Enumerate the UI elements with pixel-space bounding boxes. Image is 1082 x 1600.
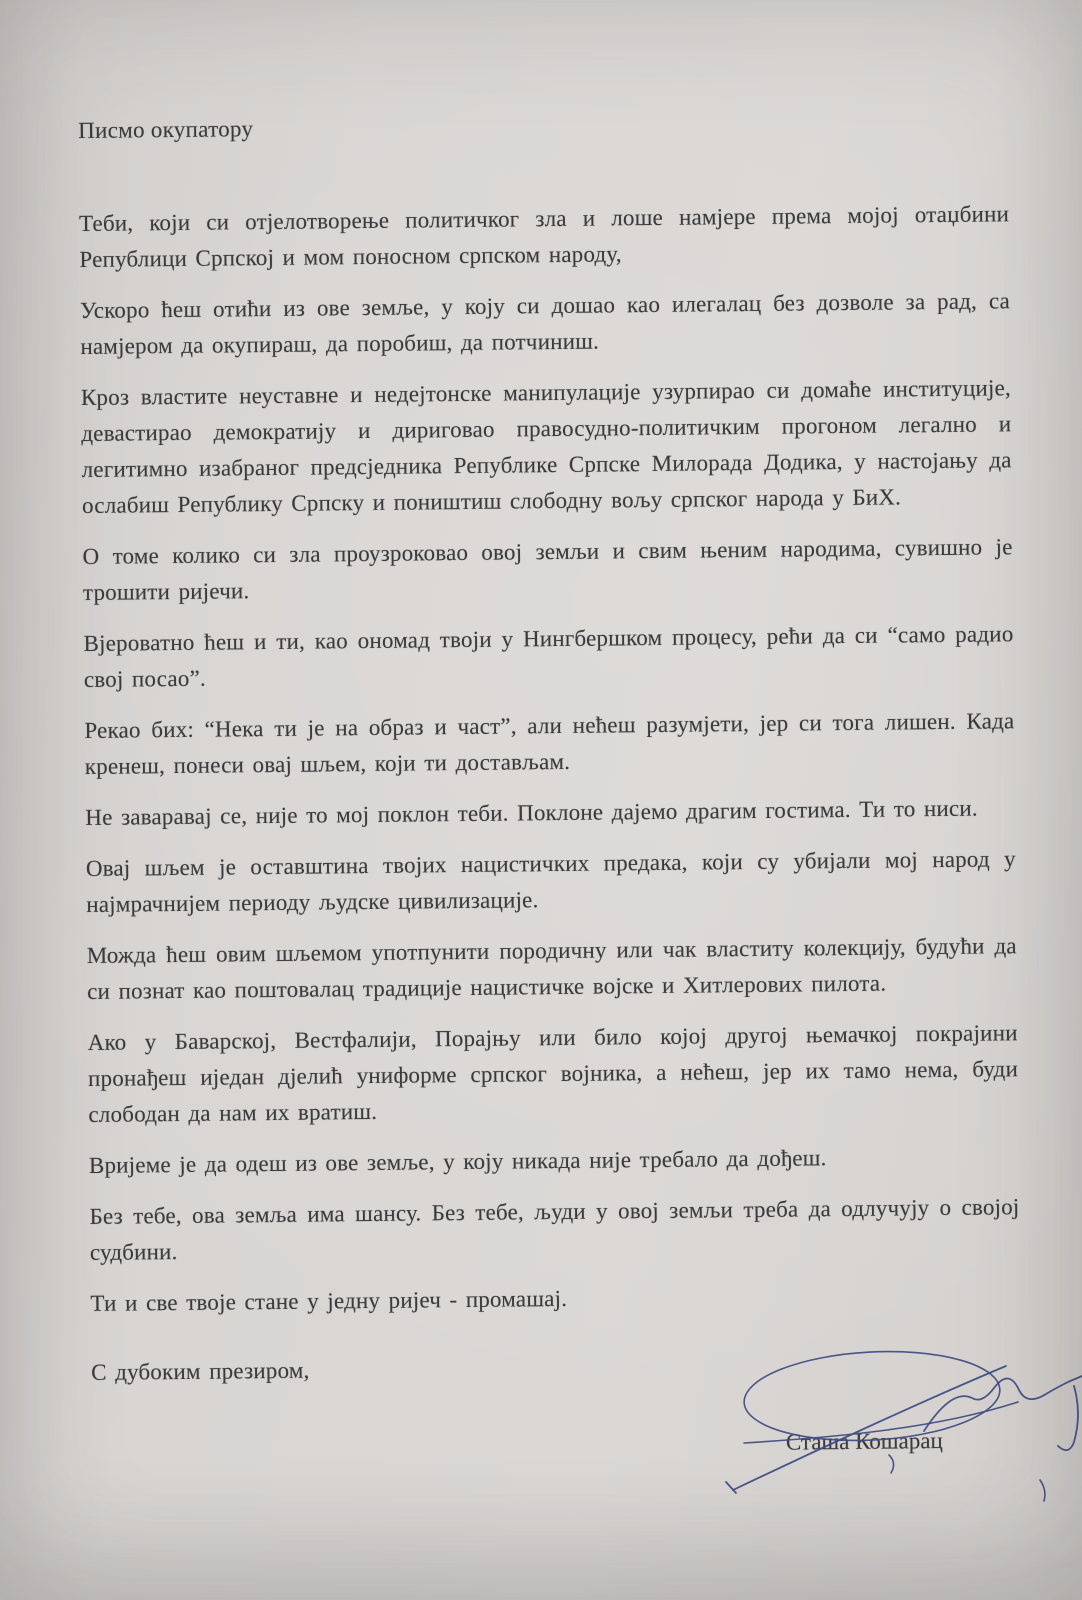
letter-paragraph: Теби, који си отјелотворење политичког зла и лоше намјере према мојој отаџбини Републици Српској и мом поносном српском народу, bbox=[78, 201, 1010, 272]
letter-paragraph: Без тебе, ова земља има шансу. Без тебе, људи у овој земљи треба да одлучују о својој судбини. bbox=[89, 1194, 1020, 1265]
letter-paragraph: Ако у Баварској, Вестфалији, Порајњу или било којој другој њемачкој покрајини пронађеш иједан дјелић униформе српског војника, а нећеш, јер их тамо нема, буди слободан да нам их вратиш. bbox=[87, 1020, 1019, 1127]
letter-paragraph: О томе колико си зла проузроковао овој земљи и свим њеним народима, сувишно је трошити ријечи. bbox=[82, 534, 1013, 605]
letter-closing: С дубоким презиром, bbox=[91, 1357, 310, 1385]
letter-paragraph: Не заваравај се, није то мој поклон теби. Поклоне дајемо драгим гостима. Ти то ниси. bbox=[85, 795, 978, 830]
letter-paragraph: Ускоро ћеш отићи из ове земље, у коју си дошао као илегалац без дозволе за рад, са намјером да окупираш, да поробиш, да потчиниш. bbox=[79, 288, 1011, 359]
letter-title: Писмо окупатору bbox=[78, 116, 254, 143]
letter-paragraph: Можда ћеш овим шљемом употпунити породичну или чак властиту колекцију, будући да си познат као поштовалац традиције нацистичке војске и Хитлерових пилота. bbox=[86, 933, 1017, 1004]
letter-paragraph: Вјероватно ћеш и ти, као ономад твоји у Нингбершком процесу, рећи да си “само радио свој посао”. bbox=[83, 621, 1014, 692]
letter-paragraph: Вријеме је да одеш из ове земље, у коју никада није требало да дођеш. bbox=[88, 1145, 827, 1178]
letter-paragraph: Ти и све твоје стане у једну ријеч - промашај. bbox=[90, 1285, 568, 1316]
letter-paragraph: Кроз властите неуставне и недејтонске манипулације узурпирао си домаће институције, девастирао демократију и дириговао правосудно-политичким прогоном легално и легитимно изабраног предсједника Републике Српске Милорада Додика, у настојању да ослабиш Републику Српску и поништиш слободну вољу српског народа у БиХ. bbox=[80, 375, 1012, 518]
letter-body bbox=[78, 108, 1022, 1463]
letter-paragraph: Рекао бих: “Нека ти је на образ и част”, али нећеш разумјети, јер си тога лишен. Када кренеш, понеси овај шљем, који ти достављам. bbox=[84, 708, 1015, 779]
letter-paragraph: Овај шљем је оставштина твојих нацистичких предака, који су убијали мој народ у најмрачнијем периоду људске цивилизације. bbox=[85, 846, 1016, 917]
signature-printed-name: Сташа Кошарац bbox=[785, 1428, 943, 1455]
